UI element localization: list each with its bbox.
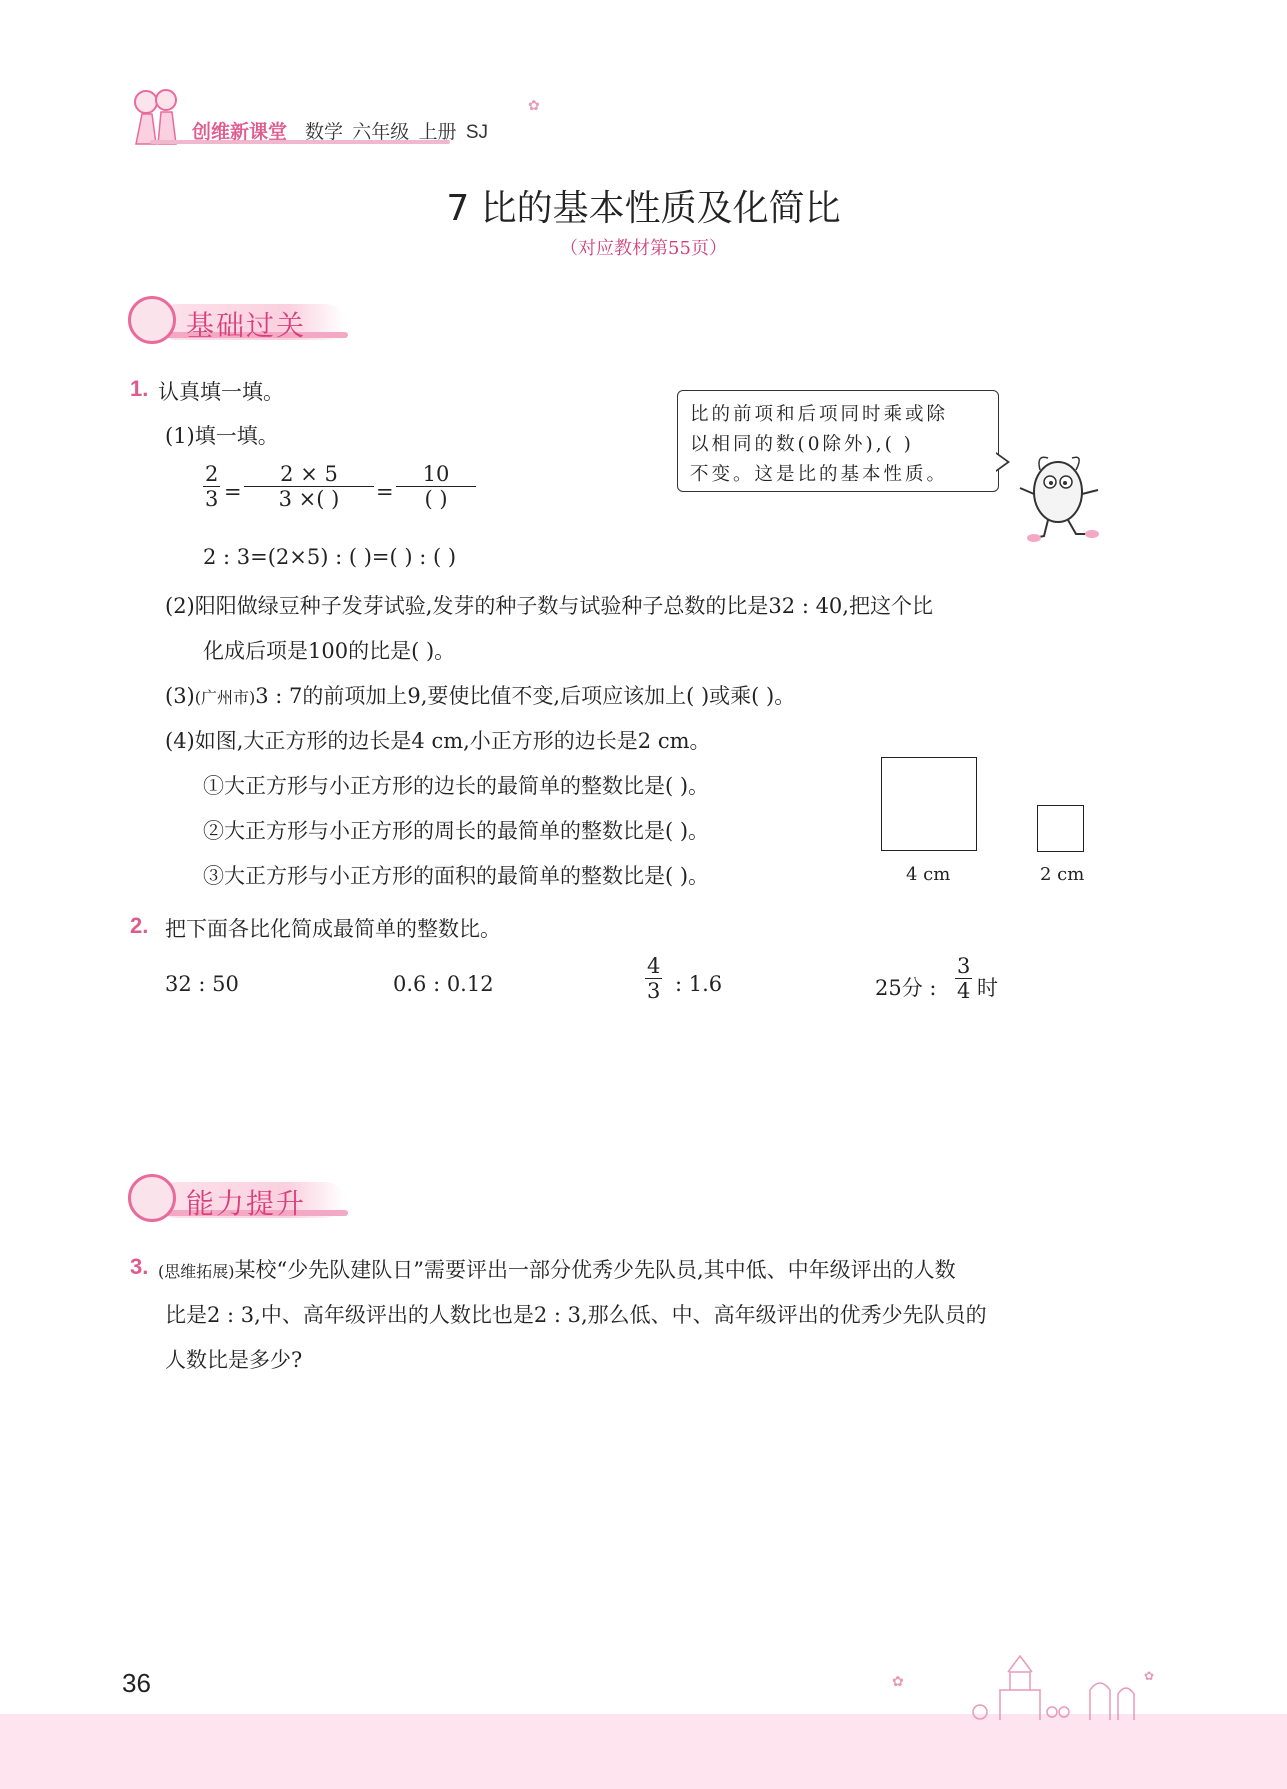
book-subject: 数学 六年级 上册 SJ (305, 122, 489, 143)
q1-part4-text: (4)如图,大正方形的边长是4 cm,小正方形的边长是2 cm。 (165, 729, 711, 753)
castle-decoration-icon (880, 1650, 1170, 1722)
footer-band (0, 1714, 1287, 1789)
fraction-expanded: 2 × 5 3 ×( ) (244, 462, 374, 511)
q3-line-2: 比是2 : 3,中、高年级评出的人数比也是2 : 3,那么低、中、高年级评出的优秀少先队员的 (165, 1303, 987, 1327)
q2-item-4-fraction: 3 4 (957, 954, 971, 1003)
small-square-label: 2 cm (1040, 864, 1085, 885)
page-number: 36 (122, 1668, 151, 1698)
equals-sign: = (376, 480, 394, 504)
fraction-result: 10 ( ) (396, 462, 476, 511)
bubble-line-1: 比的前项和后项同时乘或除 (690, 404, 949, 425)
q3-line-1-text: 某校“少先队建队日”需要评出一部分优秀少先队员,其中低、中年级评出的人数 (234, 1258, 956, 1282)
q3-tag: (思维拓展) (158, 1262, 235, 1281)
q1-part1-label: (1)填一填。 (165, 424, 279, 448)
q1-part4-item-3: ③大正方形与小正方形的面积的最简单的整数比是( )。 (203, 864, 710, 888)
fraction-two-thirds: 2 3 (205, 462, 219, 511)
q1-part2-line2: 化成后项是100的比是( )。 (203, 639, 456, 663)
q2-item-3-fraction: 4 3 (647, 954, 661, 1003)
mascot-character-icon (1018, 440, 1108, 545)
q1-part4-item-2: ②大正方形与小正方形的周长的最简单的整数比是( )。 (203, 819, 710, 843)
butterfly-icon: ✿ (528, 98, 540, 114)
q1-part1-ratio-line: 2 : 3=(2×5) : ( )=( ) : ( ) (203, 545, 457, 569)
q1-part3 (165, 680, 795, 710)
section-banner-basic (128, 296, 348, 346)
q1-part3-source-tag: (广州市) (194, 688, 256, 707)
q2-item-1: 32 : 50 (165, 972, 239, 996)
equals-sign: = (224, 480, 242, 504)
q3-line-3: 人数比是多少? (165, 1348, 303, 1372)
q1-part2-line1: (2)阳阳做绿豆种子发芽试验,发芽的种子数与试验种子总数的比是32 : 40,把这个比 (165, 594, 933, 618)
small-square-figure (1037, 805, 1084, 852)
svg-text:✿: ✿ (1144, 1669, 1155, 1683)
bubble-line-3: 不变。这是比的基本性质。 (690, 464, 949, 485)
big-square-label: 4 cm (906, 864, 951, 885)
question-1-number: 1. (130, 376, 149, 401)
section-title-basic: 基础过关 (186, 309, 307, 342)
section-title-advanced: 能力提升 (186, 1187, 307, 1220)
svg-text:✿: ✿ (892, 1674, 904, 1690)
q3-line-1 (158, 1254, 956, 1284)
cartoon-face-icon (128, 296, 176, 344)
question-1-prompt: 认真填一填。 (158, 380, 284, 404)
q2-item-4-prefix: 25分 : (875, 976, 937, 1000)
q2-item-4-suffix: 时 (977, 976, 998, 1000)
brand-name: 创维新课堂 (192, 122, 288, 143)
question-3-number: 3. (130, 1254, 149, 1279)
q1-part3-text: 3 : 7的前项加上9,要使比值不变,后项应该加上( )或乘( )。 (255, 684, 796, 708)
q2-item-3-rest: : 1.6 (675, 972, 723, 996)
big-square-figure (881, 757, 977, 851)
section-banner-advanced (128, 1174, 348, 1224)
q1-part3-prefix: (3) (165, 684, 195, 708)
textbook-reference: （对应教材第55页） (560, 238, 727, 259)
question-2-number: 2. (130, 913, 149, 938)
bubble-line-2: 以相同的数(0除外),( ) (690, 434, 914, 455)
cartoon-face-icon (128, 1174, 176, 1222)
page-title: 7 比的基本性质及化简比 (446, 188, 841, 229)
question-2-prompt: 把下面各比化简成最简单的整数比。 (165, 917, 501, 941)
q2-item-2: 0.6 : 0.12 (393, 972, 494, 996)
q1-part4-item-1: ①大正方形与小正方形的边长的最简单的整数比是( )。 (203, 774, 710, 798)
